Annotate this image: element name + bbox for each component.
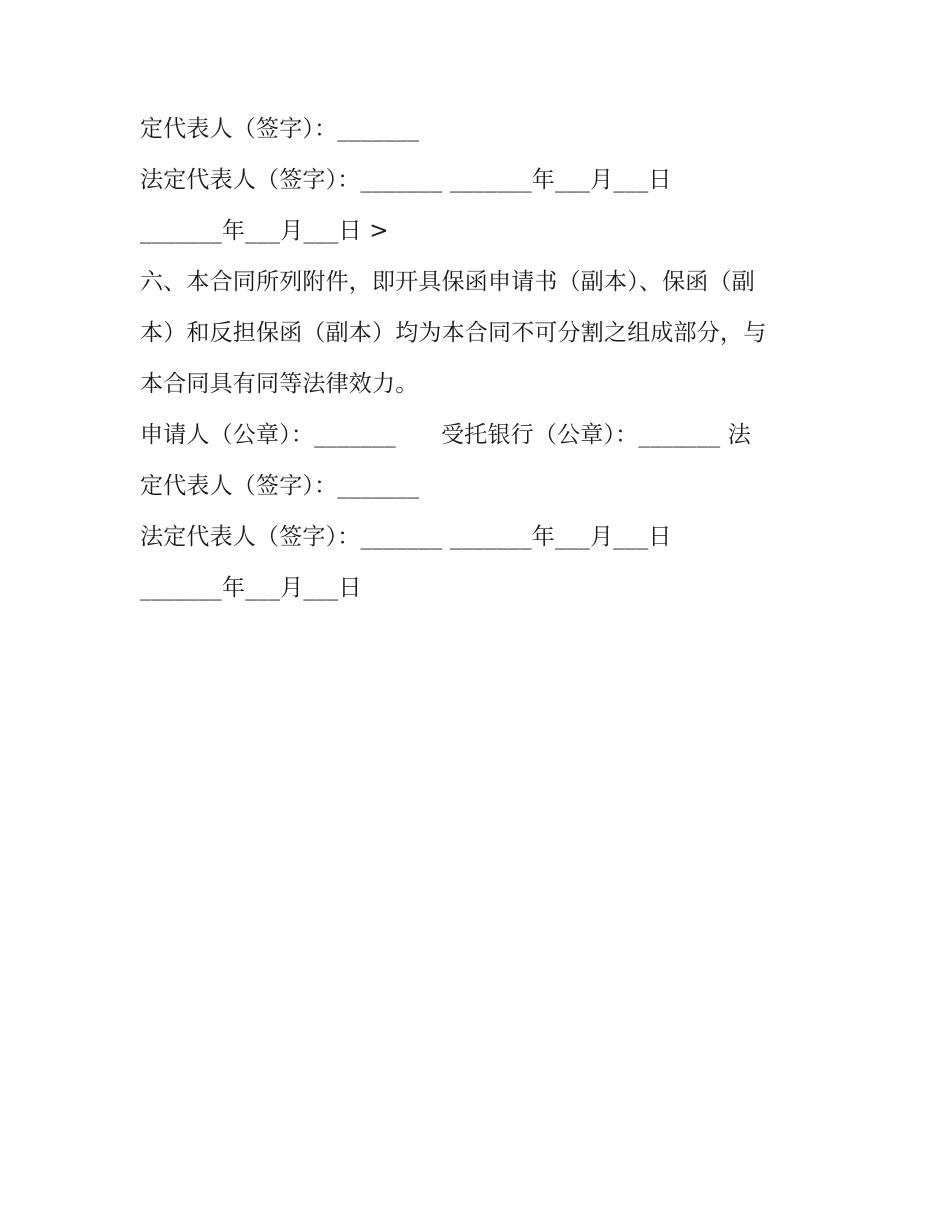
text-line-3: _______年___月___日 > (140, 218, 389, 244)
text-line-2: 法定代表人（签字）：_______ _______年___月___日 (140, 167, 672, 193)
text-line-4: 六、本合同所列附件，即开具保函申请书（副本）、保函（副 (140, 269, 755, 295)
text-line-10: _______年___月___日 (140, 575, 362, 601)
text-line-1: 定代表人（签字）：_______ (140, 116, 420, 142)
text-line-9: 法定代表人（签字）：_______ _______年___月___日 (140, 524, 672, 550)
text-line-7: 申请人（公章）：_______ 受托银行（公章）：_______ 法 (140, 422, 751, 448)
text-line-5: 本）和反担保函（副本）均为本合同不可分割之组成部分，与 (140, 320, 767, 346)
text-line-6: 本合同具有同等法律效力。 (140, 371, 419, 397)
text-line-8: 定代表人（签字）：_______ (140, 473, 420, 499)
